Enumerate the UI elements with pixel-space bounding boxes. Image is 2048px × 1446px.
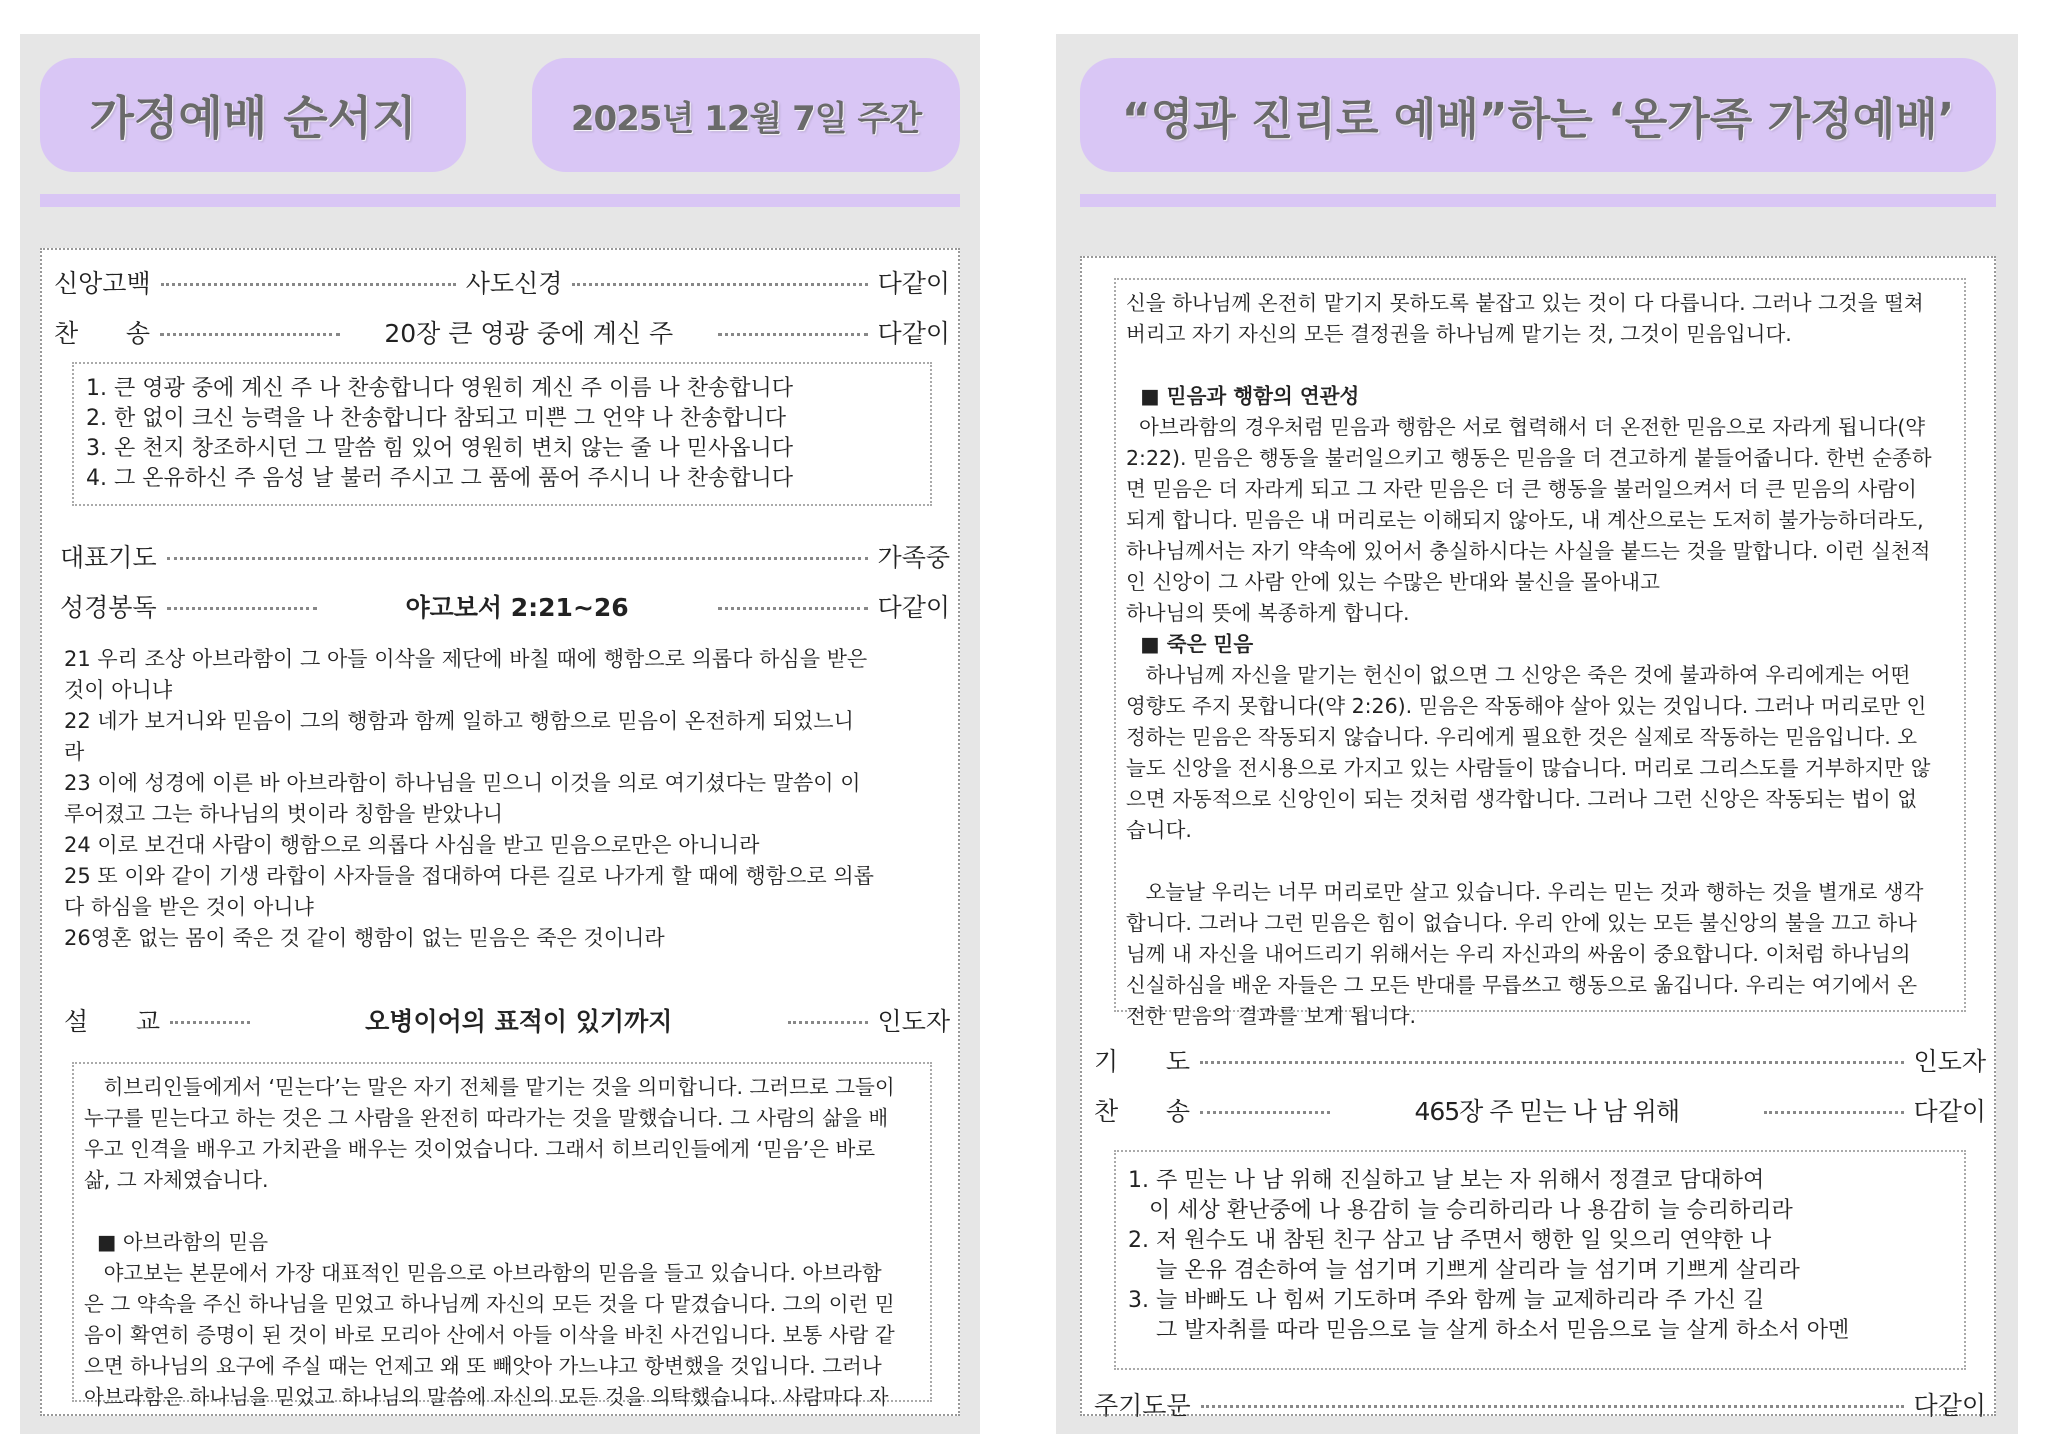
sermon-line: 인 신앙이 그 사람 안에 있는 수많은 반대와 불신을 몰아내고: [1126, 570, 1660, 594]
scripture-line: 루어졌고 그는 하나님의 벗이라 칭함을 받았나니: [64, 802, 504, 826]
sermon-line: 합니다. 그러나 그런 믿음은 힘이 없습니다. 우리 안에 있는 모든 불신앙의 불을 끄고 하나: [1126, 911, 1917, 935]
sermon-title: 오병이어의 표적이 있기까지: [365, 1007, 673, 1036]
hymn-verse: 2. 저 원수도 내 참된 친구 삼고 남 주면서 행한 일 잊으리 연약한 나: [1128, 1228, 1772, 1253]
sermon-line: 은 그 약속을 주신 하나님을 믿었고 하나님께 자신의 모든 것을 다 맡겼습니다. 그의 이런 믿: [84, 1292, 895, 1316]
sermon-line: 하나님께 자신을 맡기는 헌신이 없으면 그 신앙은 죽은 것에 불과하여 우리에게는 어떤: [1126, 663, 1911, 687]
dotted-leader: [718, 607, 868, 610]
sermon-line: 하나님께서는 자기 약속에 있어서 충실하시다는 사실을 붙드는 것을 말합니다. 이런 실천적: [1126, 539, 1931, 563]
sermon-line: 습니다.: [1126, 818, 1192, 842]
reading-row: [60, 588, 950, 624]
section-heading: ■ 믿음과 행함의 연관성: [1126, 384, 1360, 408]
title-divider: [40, 194, 960, 207]
sermon-text: [84, 1072, 920, 1413]
sermon-line: 삶, 그 자체였습니다.: [84, 1168, 269, 1192]
reading-label: 성경봉독: [60, 593, 157, 622]
hymn-label: 찬 송: [54, 319, 150, 348]
hymn-verse: 1. 주 믿는 나 남 위해 진실하고 날 보는 자 위해서 정결코 담대하여: [1128, 1168, 1765, 1193]
dotted-leader: [160, 333, 340, 336]
sermon-line: 신을 하나님께 온전히 맡기지 못하도록 붙잡고 있는 것이 다 다릅니다. 그러나 그것을 떨쳐: [1126, 291, 1924, 315]
sermon-heading: ■ 아브라함의 믿음: [84, 1230, 269, 1254]
sermon-line: 오늘날 우리는 너무 머리로만 살고 있습니다. 우리는 믿는 것과 행하는 것을 별개로 생각: [1126, 880, 1924, 904]
sermon-line: 되게 합니다. 믿음은 내 머리로는 이해되지 않아도, 내 계산으로는 도저히 불가능하더라도,: [1126, 508, 1924, 532]
sermon-line: [84, 1196, 920, 1227]
scripture-line: 다 하심을 받은 것이 아니냐: [64, 895, 314, 919]
scripture-line: 24 이로 보건대 사람이 행함으로 의롭다 사심을 받고 믿음으로만은 아니니라: [64, 833, 760, 857]
confession-right: 다같이: [877, 269, 951, 298]
hymn-right: 다같이: [877, 319, 950, 348]
hymn-verse: 3. 온 천지 창조하시던 그 말씀 힘 있어 영원히 변치 않는 줄 나 믿사옵니다: [86, 436, 793, 461]
lords-prayer-row: [1094, 1386, 1986, 1422]
dotted-leader: [718, 333, 868, 336]
scripture-line: 26영혼 없는 몸이 죽은 것 같이 행함이 없는 믿음은 죽은 것이니라: [64, 926, 665, 950]
hymn-verse: 늘 온유 겸손하여 늘 섬기며 기쁘게 살리라 늘 섬기며 기쁘게 살리라: [1128, 1258, 1800, 1283]
sermon-line: 음이 확연히 증명이 된 것이 바로 모리아 산에서 아들 이삭을 바친 사건입니다. 보통 사람 같: [84, 1323, 895, 1347]
hymn-verse: 1. 큰 영광 중에 계신 주 나 찬송합니다 영원히 계신 주 이름 나 찬송합니다: [86, 376, 793, 401]
dotted-leader: [170, 1021, 250, 1024]
sermon-line: 영향도 주지 못합니다(약 2:26). 믿음은 작동해야 살아 있는 것입니다. 그러나 머리로만 인: [1126, 694, 1927, 718]
dotted-leader: [1201, 1405, 1904, 1408]
sermon-line: 우고 인격을 배우고 가치관을 배우는 것이었습니다. 그래서 히브리인들에게 ‘믿음’은 바로: [84, 1137, 876, 1161]
dotted-leader: [161, 283, 456, 286]
sermon-line: [1126, 350, 1954, 381]
dotted-leader: [1200, 1111, 1330, 1114]
confession-row: [54, 264, 950, 300]
confession-center: 사도신경: [465, 269, 563, 298]
scripture-line: 25 또 이와 같이 기생 라합이 사자들을 접대하여 다른 길로 나가게 할 때에 행함으로 의롭: [64, 864, 874, 888]
closing-hymn-title: 465장 주 믿는 나 남 위해: [1414, 1097, 1680, 1126]
sermon-line: 아브라함의 경우처럼 믿음과 행함은 서로 협력해서 더 온전한 믿음으로 자라게 됩니다(약: [1126, 415, 1926, 439]
sermon-line: 히브리인들에게서 ‘믿는다’는 말은 자기 전체를 맡기는 것을 의미합니다. 그러므로 그들이: [84, 1075, 895, 1099]
sermon-line: 님께 내 자신을 내어드리기 위해서는 우리 자신과의 싸움이 중요합니다. 이처럼 하나님의: [1126, 942, 1911, 966]
sermon-label: 설 교: [64, 1007, 160, 1036]
dotted-leader: [788, 1021, 868, 1024]
prayer-label: 대표기도: [60, 543, 157, 572]
closing-prayer-row: [1094, 1042, 1986, 1078]
sermon-line: 2:22). 믿음은 행동을 불러일으키고 행동은 믿음을 더 견고하게 붙들어줍니다. 한번 순종하: [1126, 446, 1932, 470]
page-title: 가정예배 순서지: [40, 58, 466, 172]
scripture-text: [64, 644, 944, 954]
hymn-verse: 4. 그 온유하신 주 음성 날 불러 주시고 그 품에 품어 주시니 나 찬송합니다: [86, 466, 793, 491]
closing-hymn-label: 찬 송: [1094, 1097, 1190, 1126]
hymn-verse: 그 발자취를 따라 믿음으로 늘 살게 하소서 믿음으로 늘 살게 하소서 아멘: [1128, 1318, 1850, 1343]
right-page: [1056, 34, 2018, 1434]
prayer-row: [60, 538, 950, 574]
sermon-right: 인도자: [877, 1007, 950, 1036]
date-label: 2025년 12월 7일 주간: [532, 58, 960, 172]
dotted-leader: [1200, 1061, 1904, 1064]
hymn-verse: 이 세상 환난중에 나 용감히 늘 승리하리라 나 용감히 늘 승리하리라: [1128, 1198, 1793, 1223]
closing-hymn-row: [1094, 1092, 1986, 1128]
left-content-panel: [40, 248, 960, 1416]
sermon-line: 늘도 신앙을 전시용으로 가지고 있는 사람들이 많습니다. 머리로 그리스도를 거부하지만 않: [1126, 756, 1931, 780]
hymn-row: [54, 314, 950, 350]
sermon-continued-text: [1126, 288, 1954, 1032]
sermon-line: [1126, 846, 1954, 877]
closing-hymn-right: 다같이: [1913, 1097, 1986, 1126]
dotted-leader: [1764, 1111, 1904, 1114]
scripture-line: 것이 아니냐: [64, 678, 173, 702]
sermon-text-box: [72, 1062, 932, 1409]
reading-right: 다같이: [877, 593, 950, 622]
sermon-line: 버리고 자기 자신의 모든 결정권을 하나님께 맡기는 것, 그것이 믿음입니다.: [1126, 322, 1792, 346]
left-page: [20, 34, 980, 1434]
sermon-line: 신실하심을 배운 자들은 그 모든 반대를 무릅쓰고 행동으로 옮깁니다. 우리는 여기에서 온: [1126, 973, 1918, 997]
sermon-line: 야고보는 본문에서 가장 대표적인 믿음으로 아브라함의 믿음을 들고 있습니다. 아브라함: [84, 1261, 882, 1285]
sermon-line: 으면 하나님의 요구에 주실 때는 언제고 왜 또 빼앗아 가느냐고 항변했을 것입니다. 그러나: [84, 1354, 882, 1378]
sermon-line: 하나님의 뜻에 복종하게 합니다.: [1126, 601, 1410, 625]
scripture-line: 라: [64, 740, 85, 764]
scripture-line: 22 네가 보거니와 믿음이 그의 행함과 함께 일하고 행함으로 믿음이 온전하게 되었느니: [64, 709, 854, 733]
hymn-verse: 3. 늘 바빠도 나 힘써 기도하며 주와 함께 늘 교제하리라 주 가신 길: [1128, 1288, 1765, 1313]
right-content-panel: [1080, 256, 1996, 1420]
hymn-lyrics-box: [72, 362, 932, 506]
closing-prayer-right: 인도자: [1913, 1047, 1986, 1076]
sermon-line: 누구를 믿는다고 하는 것은 그 사람을 완전히 따라가는 것을 말했습니다. 그 사람의 삶을 배: [84, 1106, 889, 1130]
prayer-right: 가족중: [877, 543, 950, 572]
right-page-title: “영과 진리로 예배”하는 ‘온가족 가정예배’: [1080, 58, 1996, 172]
lords-prayer-label: 주기도문: [1094, 1391, 1191, 1420]
dotted-leader: [572, 283, 867, 286]
dotted-leader: [167, 557, 868, 560]
sermon-line: 면 믿음은 더 자라게 되고 그 자란 믿음은 더 큰 행동을 불러일으켜서 더 큰 믿음의 사람이: [1126, 477, 1917, 501]
sermon-line: 아브라함은 하나님을 믿었고 하나님의 말씀에 자신의 모든 것을 의탁했습니다. 사람마다 자: [84, 1385, 889, 1409]
sermon-row: [64, 1002, 950, 1038]
section-heading: ■ 죽은 믿음: [1126, 632, 1254, 656]
title-divider: [1080, 194, 1996, 207]
confession-label: 신앙고백: [54, 269, 151, 298]
scripture-line: 21 우리 조상 아브라함이 그 아들 이삭을 제단에 바칠 때에 행함으로 의롭다 하심을 받은: [64, 647, 868, 671]
reading-reference: 야고보서 2:21~26: [405, 593, 629, 622]
sermon-line: 으면 자동적으로 신앙인이 되는 것처럼 생각합니다. 그러나 그런 신앙은 작동되는 법이 없: [1126, 787, 1918, 811]
lords-prayer-right: 다같이: [1913, 1391, 1986, 1420]
closing-hymn-lyrics-box: [1114, 1150, 1966, 1370]
dotted-leader: [167, 607, 317, 610]
sermon-continued-box: [1114, 278, 1966, 1028]
scripture-line: 23 이에 성경에 이른 바 아브라함이 하나님을 믿으니 이것을 의로 여기셨다는 말씀이 이: [64, 771, 861, 795]
closing-prayer-label: 기 도: [1094, 1047, 1190, 1076]
sermon-line: 정하는 믿음은 작동되지 않습니다. 우리에게 필요한 것은 실제로 작동하는 믿음입니다. 오: [1126, 725, 1918, 749]
sermon-line: 전한 믿음의 결과를 보게 됩니다.: [1126, 1004, 1417, 1028]
hymn-verse: 2. 한 없이 크신 능력을 나 찬송합니다 참되고 미쁜 그 언약 나 찬송합니다: [86, 406, 786, 431]
hymn-title: 20장 큰 영광 중에 계신 주: [384, 319, 674, 348]
